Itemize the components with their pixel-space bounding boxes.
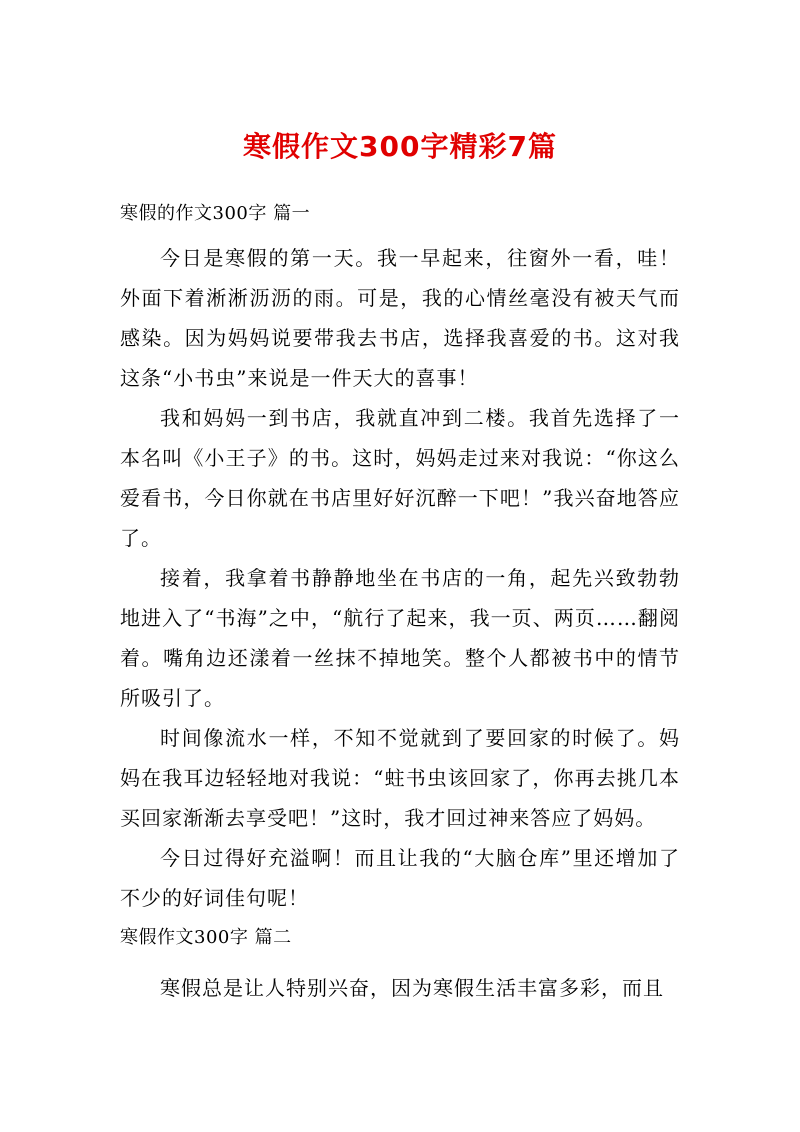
paragraph: 寒假总是让人特别兴奋，因为寒假生活丰富多彩，而且 [160, 976, 664, 1000]
paragraph: 我和妈妈一到书店，我就直冲到二楼。我首先选择了一本名叫《小王子》的书。这时，妈妈走过来对我说：“你这么爱看书，今日你就在书店里好好沉醉一下吧！”我兴奋地答应了。 [120, 406, 680, 550]
document-title: 寒假作文300字精彩7篇 [243, 130, 557, 163]
document-body [120, 200, 680, 1008]
section-heading-1: 寒假的作文300字 篇一 [120, 203, 311, 224]
paragraph: 今日是寒假的第一天。我一早起来，往窗外一看，哇！外面下着淅淅沥沥的雨。可是，我的心情丝毫没有被天气而感染。因为妈妈说要带我去书店，选择我喜爱的书。这对我这条“小书虫”来说是一件天大的喜事！ [120, 246, 680, 390]
paragraph: 今日过得好充溢啊！而且让我的“大脑仓库”里还增加了不少的好词佳句呢！ [120, 846, 680, 910]
paragraph: 接着，我拿着书静静地坐在书店的一角，起先兴致勃勃地进入了“书海”之中，“航行了起来，我一页、两页……翻阅着。嘴角边还漾着一丝抹不掉地笑。整个人都被书中的情节所吸引了。 [120, 566, 680, 710]
section-heading-2: 寒假作文300字 篇二 [120, 927, 292, 948]
paragraph: 时间像流水一样，不知不觉就到了要回家的时候了。妈妈在我耳边轻轻地对我说：“蛀书虫该回家了，你再去挑几本买回家渐渐去享受吧！”这时，我才回过神来答应了妈妈。 [120, 726, 680, 830]
